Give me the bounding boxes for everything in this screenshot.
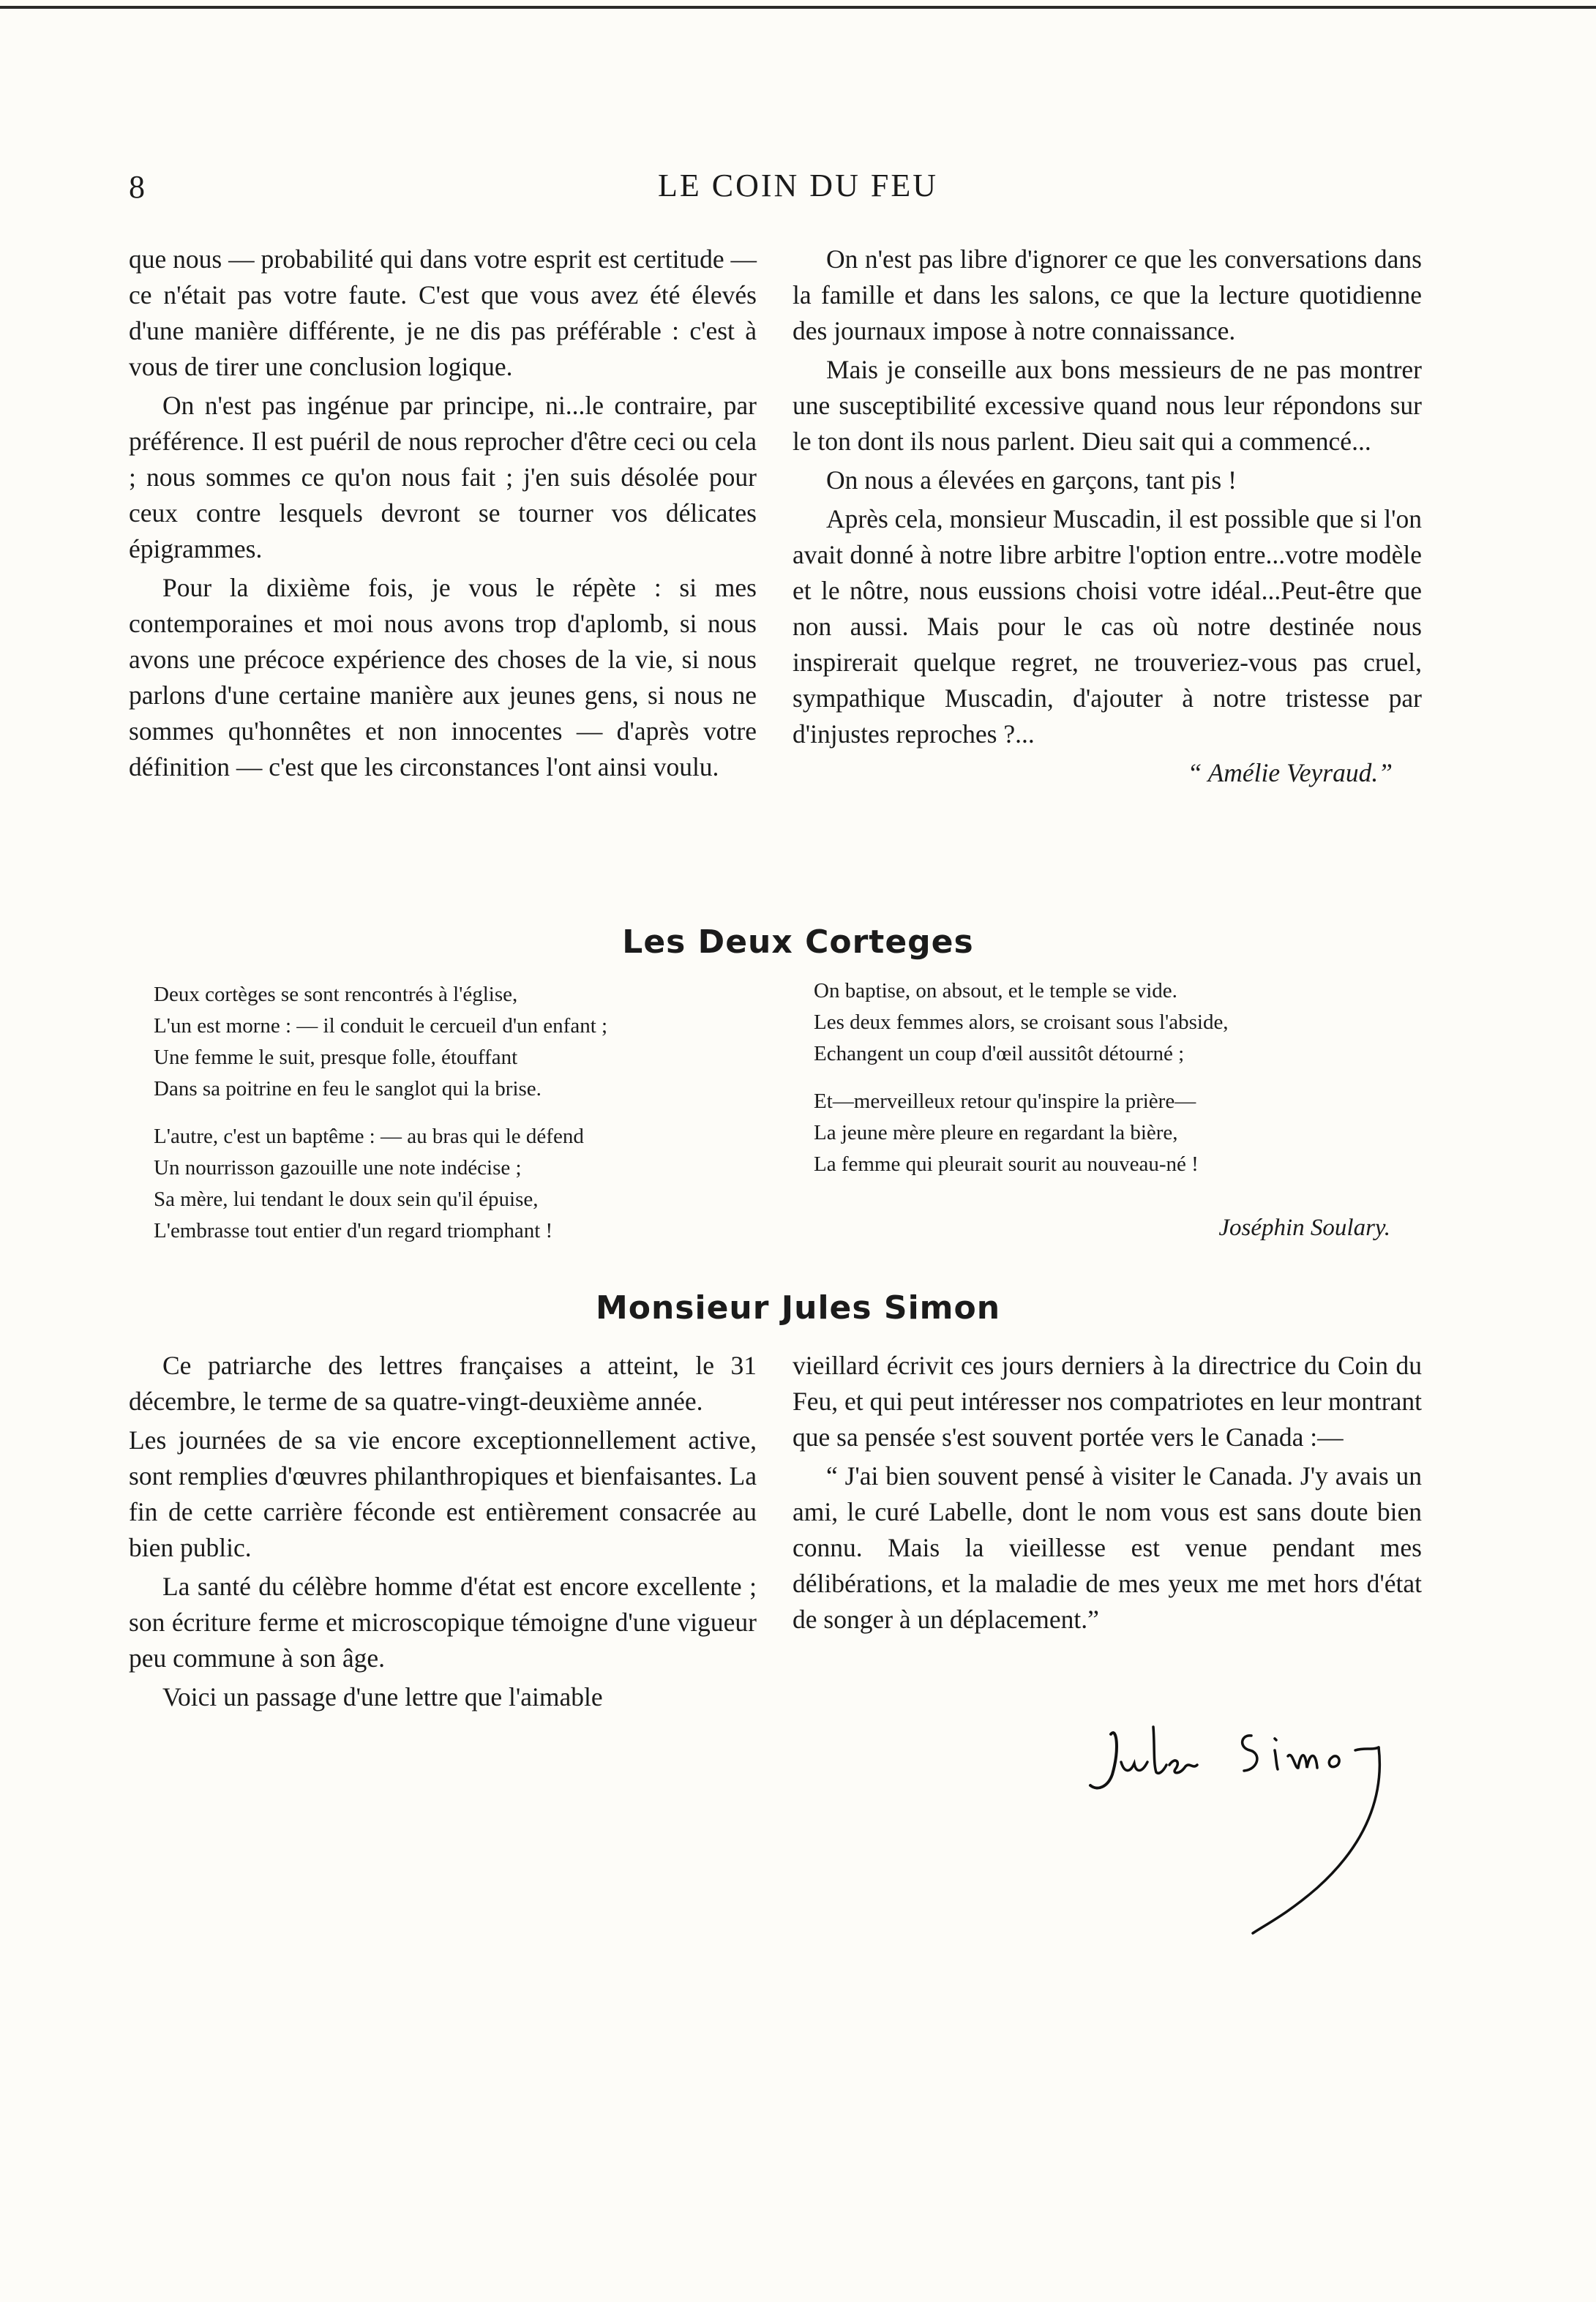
poem-title: Les Deux Corteges (622, 923, 974, 961)
article-paragraph: Ce patriarche des lettres françaises a atteint, le 31 décembre, le terme de sa quatre-vingt-deuxième année. (129, 1351, 757, 1416)
handwritten-signature (1083, 1705, 1434, 1939)
poem-line: Les deux femmes alors, se croisant sous l'abside, (814, 1011, 1229, 1034)
letter-signature: “ Amélie Veyraud.” (1187, 758, 1393, 787)
article-paragraph: vieillard écrivit ces jours derniers à la directrice du Coin du Feu, et qui peut intéresser nos compatriotes en leur montrant que sa pensée s'est souvent portée vers le Canada :— (793, 1351, 1422, 1452)
letter-paragraph: Pour la dixième fois, je vous le répète : si mes contemporaines et moi nous avons trop d'aplomb, si nous avons une précoce expérience des choses de la vie, si nous parlons d'une certaine manière aux jeunes gens, si nous ne sommes qu'honnêtes et non innocentes — d'après votre définition — c'est que les circonstances l'ont ainsi voulu. (129, 573, 757, 781)
article-left-column (129, 1348, 757, 1718)
poem-stanza (154, 979, 607, 1105)
poem-line: Echangent un coup d'œil aussitôt détourné ; (814, 1042, 1185, 1065)
poem-line: On baptise, on absout, et le temple se vide. (814, 979, 1177, 1002)
poem-line: Sa mère, lui tendant le doux sein qu'il épuise, (154, 1188, 539, 1211)
poem-line: Deux cortèges se sont rencontrés à l'église, (154, 983, 518, 1006)
running-title: LE COIN DU FEU (658, 168, 938, 203)
article-paragraph: Les journées de sa vie encore exceptionnellement active, sont remplies d'œuvres philanthropiques et bienfaisantes. La fin de cette carrière féconde est entièrement consacrée au bien public. (129, 1425, 757, 1562)
article-title: Monsieur Jules Simon (595, 1289, 1001, 1327)
poem-line: L'un est morne : — il conduit le cercueil d'un enfant ; (154, 1014, 608, 1038)
poem-right-stanzas (814, 975, 1229, 1196)
article-paragraph: La santé du célèbre homme d'état est encore excellente ; son écriture ferme et microscopique témoigne d'une vigueur peu commune à son âge. (129, 1572, 757, 1673)
poem-line: Une femme le suit, presque folle, étouffant (154, 1046, 518, 1069)
article-paragraph: Voici un passage d'une lettre que l'aimable (162, 1682, 603, 1711)
poem-stanza (814, 975, 1229, 1070)
poem-line: La femme qui pleurait sourit au nouveau-né ! (814, 1152, 1199, 1176)
signature-text: Jules Simon (1083, 1705, 1087, 1706)
poem-left-stanzas (154, 979, 607, 1263)
top-rule (0, 6, 1596, 9)
poem-line: Un nourrisson gazouille une note indécise ; (154, 1156, 522, 1180)
article-paragraph: “ J'ai bien souvent pensé à visiter le Canada. J'y avais un ami, le curé Labelle, dont le nom vous est sans doute bien connu. Mais la vieillesse est venue pendant mes délibérations, et la maladie de mes yeux me met hors d'état de songer à un déplacement.” (793, 1461, 1422, 1634)
poem-line: L'embrasse tout entier d'un regard triomphant ! (154, 1219, 553, 1242)
letter-right-column (793, 241, 1422, 794)
poem-author: Joséphin Soulary. (1218, 1215, 1390, 1241)
article-right-column (793, 1348, 1422, 1641)
poem-stanza (814, 1086, 1229, 1180)
poem-line: Et—merveilleux retour qu'inspire la prière— (814, 1090, 1196, 1113)
letter-paragraph: On n'est pas libre d'ignorer ce que les conversations dans la famille et dans les salons, ce que la lecture quotidienne des journaux impose à notre connaissance. (793, 244, 1422, 345)
page-number: 8 (129, 169, 145, 205)
poem-line: Dans sa poitrine en feu le sanglot qui la brise. (154, 1077, 542, 1101)
letter-paragraph: Après cela, monsieur Muscadin, il est possible que si l'on avait donné à notre libre arbitre l'option entre...votre modèle et le nôtre, nous eussions choisi votre idéal...Peut-être que non aussi. Mais pour le cas où notre destinée nous inspirerait quelque regret, ne trouveriez-vous pas cruel, sympathique Muscadin, d'ajouter à notre tristesse par d'injustes reproches ?... (793, 504, 1422, 749)
poem-line: L'autre, c'est un baptême : — au bras qui le défend (154, 1125, 584, 1148)
letter-paragraph: que nous — probabilité qui dans votre esprit est certitude — ce n'était pas votre faute. C'est que vous avez été élevés d'une manière différente, je ne dis pas préférable : c'est à vous de tirer une conclusion logique. (129, 244, 757, 381)
poem-line: La jeune mère pleure en regardant la bière, (814, 1121, 1178, 1144)
letter-left-column (129, 241, 757, 788)
letter-paragraph: Mais je conseille aux bons messieurs de ne pas montrer une susceptibilité excessive quand nous leur répondons sur le ton dont ils nous parlent. Dieu sait qui a commencé... (793, 355, 1422, 456)
letter-paragraph: On nous a élevées en garçons, tant pis ! (826, 465, 1237, 495)
letter-paragraph: On n'est pas ingénue par principe, ni...le contraire, par préférence. Il est puéril de nous reprocher d'être ceci ou cela ; nous sommes ce qu'on nous fait ; j'en suis désolée pour ceux contre lesquels devront se tourner vos délicates épigrammes. (129, 391, 757, 563)
poem-stanza (154, 1121, 607, 1247)
